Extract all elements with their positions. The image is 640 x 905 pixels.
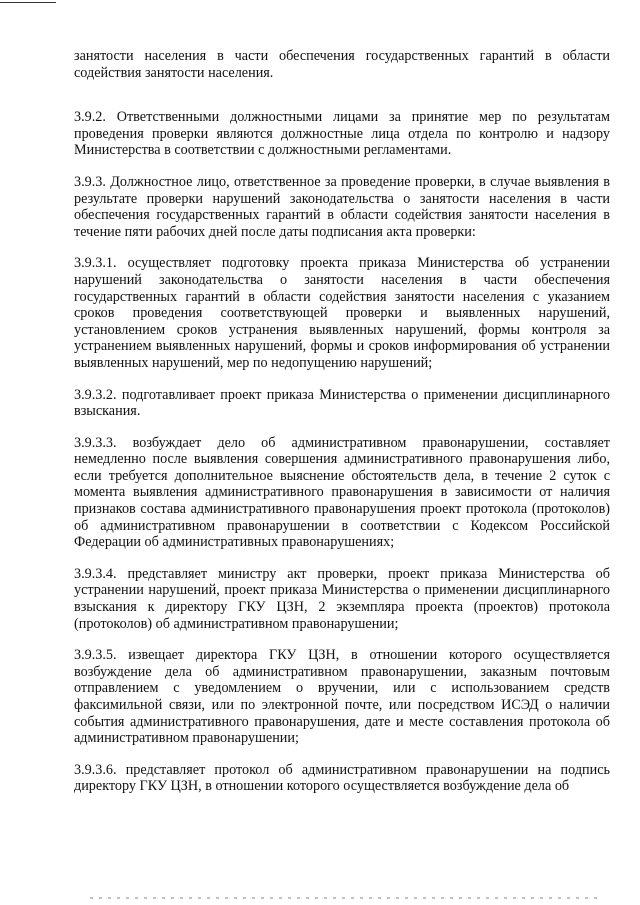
paragraph-3-9-3-3: 3.9.3.3. возбуждает дело об административном правонарушении, составляет немедленно после выявления совершения административного правонарушения либо, если требуется дополнительное выяснение обстоятельств дела, в течение 2 суток с момента выявления административного правонарушения в зависимости от наличия признаков состава административного правонарушения проект протокола (протоколов) об административном правонарушении в соответствии с Кодексом Российской Федерации об административных правонарушениях; [74, 434, 610, 551]
paragraph-3-9-3-5: 3.9.3.5. извещает директора ГКУ ЦЗН, в отношении которого осуществляется возбуждение дела об административном правонарушении, заказным почтовым отправлением с уведомлением о вручении, или с использованием средств факсимильной связи, или по электронной почте, или посредством ИСЭД о наличии события административного правонарушения, дате и месте составления протокола об административном правонарушении; [74, 647, 610, 747]
paragraph-continuation: занятости населения в части обеспечения государственных гарантий в области содействия занятости населения. [74, 48, 610, 81]
paragraph-3-9-3-6: 3.9.3.6. представляет протокол об административном правонарушении на подпись директору ГКУ ЦЗН, в отношении которого осуществляется возбуждение дела об [74, 761, 610, 795]
paragraph-3-9-3-1: 3.9.3.1. осуществляет подготовку проекта приказа Министерства об устранении нарушений законодательства о занятости населения в части обеспечения государственных гарантий в области содействия занятости населения с указанием сроков проведения соответствующей проверки и выявленных нарушений, установлением сроков устранения выявленных нарушений, формы контроля за устранением выявленных нарушений, формы и сроков информирования об устранении выявленных нарушений, мер по недопущению нарушений; [74, 255, 610, 371]
paragraph-3-9-3-4: 3.9.3.4. представляет министру акт проверки, проект приказа Министерства об устранении нарушений, проект приказа Министерства о применении дисциплинарного взыскания к директору ГКУ ЦЗН, 2 экземпляра проекта (проектов) протокола (протоколов) об административном правонарушении; [74, 565, 610, 632]
paragraph-3-9-3: 3.9.3. Должностное лицо, ответственное за проведение проверки, в случае выявления в результате проверки нарушений законодательства о занятости населения в части обеспечения государственных гарантий в области содействия занятости населения в течение пяти рабочих дней после даты подписания акта проверки: [74, 173, 610, 240]
scan-corner-line [0, 2, 56, 3]
document-page [74, 48, 610, 795]
paragraph-3-9-3-2: 3.9.3.2. подготавливает проект приказа Министерства о применении дисциплинарного взыскания. [74, 386, 610, 420]
paragraph-3-9-2: 3.9.2. Ответственными должностными лицами за принятие мер по результатам проведения проверки являются должностные лица отдела по контролю и надзору Министерства в соответствии с должностными регламентами. [74, 109, 610, 159]
scan-bottom-edge [90, 897, 600, 899]
